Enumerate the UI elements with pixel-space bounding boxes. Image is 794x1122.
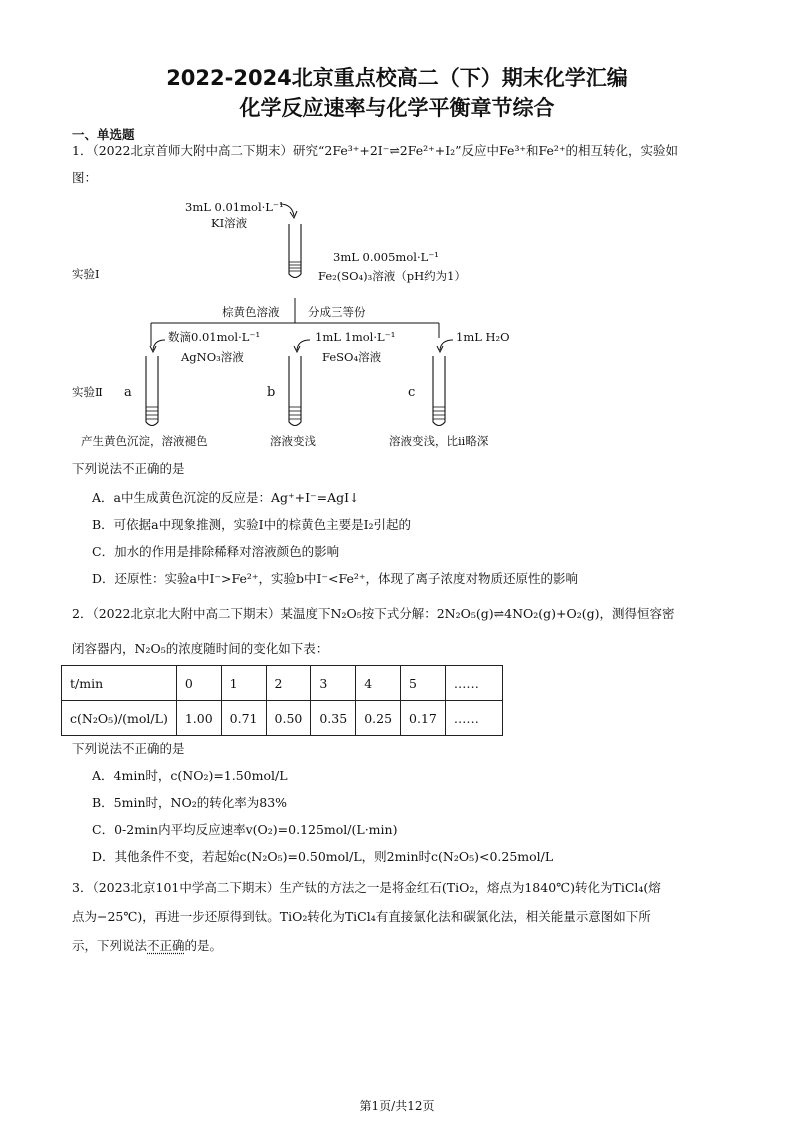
q2-option-a: A．4min时，c(NO₂)=1.50mol/L <box>92 768 288 783</box>
table-cell: 0.50 <box>266 701 311 736</box>
q1-option-d: D．还原性：实验a中I⁻>Fe²⁺，实验b中I⁻<Fe²⁺，体现了离子浓度对物质还原性的影响 <box>92 571 578 586</box>
title-line-1: 2022-2024北京重点校高二（下）期末化学汇编 <box>166 66 628 90</box>
title-line-2: 化学反应速率与化学平衡章节综合 <box>239 96 555 120</box>
c-reagent: 1mL H₂O <box>456 330 510 344</box>
q1-option-b: B．可依据a中现象推测，实验Ⅰ中的棕黄色主要是I₂引起的 <box>92 517 412 532</box>
q2-stem-line1: 2．（2022北京北大附中高二下期末）某温度下N₂O₅按下式分解：2N₂O₅(g)⇌4NO₂(g)+O₂(g)，测得恒容密 <box>72 606 675 621</box>
table-row <box>62 666 503 701</box>
q2-stem-line2: 闭容器内，N₂O₅的浓度随时间的变化如下表： <box>72 641 329 656</box>
q3-stem-line2: 点为−25℃)，再进一步还原得到钛。TiO₂转化为TiCl₄有直接氯化法和碳氯化法，相关能量示意图如下所 <box>72 909 651 924</box>
page-footer: 第1页/共12页 <box>359 1099 435 1113</box>
tube-exp1 <box>289 224 301 278</box>
q1-prompt: 下列说法不正确的是 <box>72 461 185 476</box>
table-cell: t/min <box>62 666 177 701</box>
q3-emphasis: 不正确 <box>147 938 185 953</box>
q3-stem-line3-pre: 示，下列说法 <box>72 938 148 953</box>
result-c: 溶液变浅，比ii略深 <box>389 434 489 448</box>
q1-option-a: A．a中生成黄色沉淀的反应是：Ag⁺+I⁻=AgI↓ <box>92 490 360 505</box>
q2-option-c: C．0-2min内平均反应速率v(O₂)=0.125mol/(L·min) <box>92 822 398 837</box>
table-cell: 0.35 <box>311 701 356 736</box>
b-reagent-2: FeSO₄溶液 <box>322 350 382 364</box>
tube-b-label: b <box>267 385 276 400</box>
table-cell: 0.17 <box>401 701 446 736</box>
exp2-label: 实验Ⅱ <box>72 385 103 399</box>
q1-stem-line1: 1．（2022北京首师大附中高二下期末）研究“2Fe³⁺+2I⁻⇌2Fe²⁺+I₂”反应中Fe³⁺和Fe²⁺的相互转化，实验如 <box>72 143 679 158</box>
a-reagent-1: 数滴0.01mol·L⁻¹ <box>168 330 261 344</box>
q2-option-b: B．5min时，NO₂的转化率为83% <box>92 795 288 810</box>
ki-label-1: 3mL 0.01mol·L⁻¹ <box>185 200 284 214</box>
result-b: 溶液变浅 <box>270 434 316 448</box>
table-cell: 5 <box>401 666 446 701</box>
q3-stem-line3 <box>72 938 222 954</box>
ki-label-2: KI溶液 <box>211 216 248 230</box>
table-row <box>62 701 503 736</box>
tube-a-label: a <box>124 385 132 400</box>
q1-experiment-figure <box>0 190 794 460</box>
brown-solution-label: 棕黄色溶液 <box>222 305 280 319</box>
table-cell: 1.00 <box>176 701 221 736</box>
fe-label-2: Fe₂(SO₄)₃溶液（pH约为1） <box>318 269 466 283</box>
table-cell: c(N₂O₅)/(mol/L) <box>62 701 177 736</box>
q3-stem-line1: 3．（2023北京101中学高二下期末）生产钛的方法之一是将金红石(TiO₂，熔点为1840℃)转化为TiCl₄(熔 <box>72 880 661 895</box>
table-cell: 4 <box>356 666 401 701</box>
table-cell: 2 <box>266 666 311 701</box>
table-cell: 3 <box>311 666 356 701</box>
section-heading: 一、单选题 <box>72 127 135 142</box>
a-reagent-2: AgNO₃溶液 <box>181 350 244 364</box>
table-cell: …… <box>445 701 502 736</box>
b-reagent-1: 1mL 1mol·L⁻¹ <box>315 330 396 344</box>
q3-stem-line3-post: 的是。 <box>184 938 223 953</box>
table-cell: 0 <box>176 666 221 701</box>
result-a: 产生黄色沉淀，溶液褪色 <box>81 434 208 448</box>
q2-option-d: D．其他条件不变，若起始c(N₂O₅)=0.50mol/L，则2min时c(N₂O₅)<0.25mol/L <box>92 849 554 864</box>
table-cell: 0.25 <box>356 701 401 736</box>
q1-option-c: C．加水的作用是排除稀释对溶液颜色的影响 <box>92 544 340 559</box>
q1-stem-line2: 图： <box>72 170 98 185</box>
q2-prompt: 下列说法不正确的是 <box>72 741 185 756</box>
n2o5-concentration-table <box>61 665 503 736</box>
table-cell: …… <box>445 666 502 701</box>
split-label: 分成三等份 <box>308 305 366 319</box>
table-cell: 1 <box>221 666 266 701</box>
tube-c-label: c <box>408 385 416 400</box>
exp1-label: 实验Ⅰ <box>72 267 100 281</box>
table-cell: 0.71 <box>221 701 266 736</box>
fe-label-1: 3mL 0.005mol·L⁻¹ <box>333 250 439 264</box>
